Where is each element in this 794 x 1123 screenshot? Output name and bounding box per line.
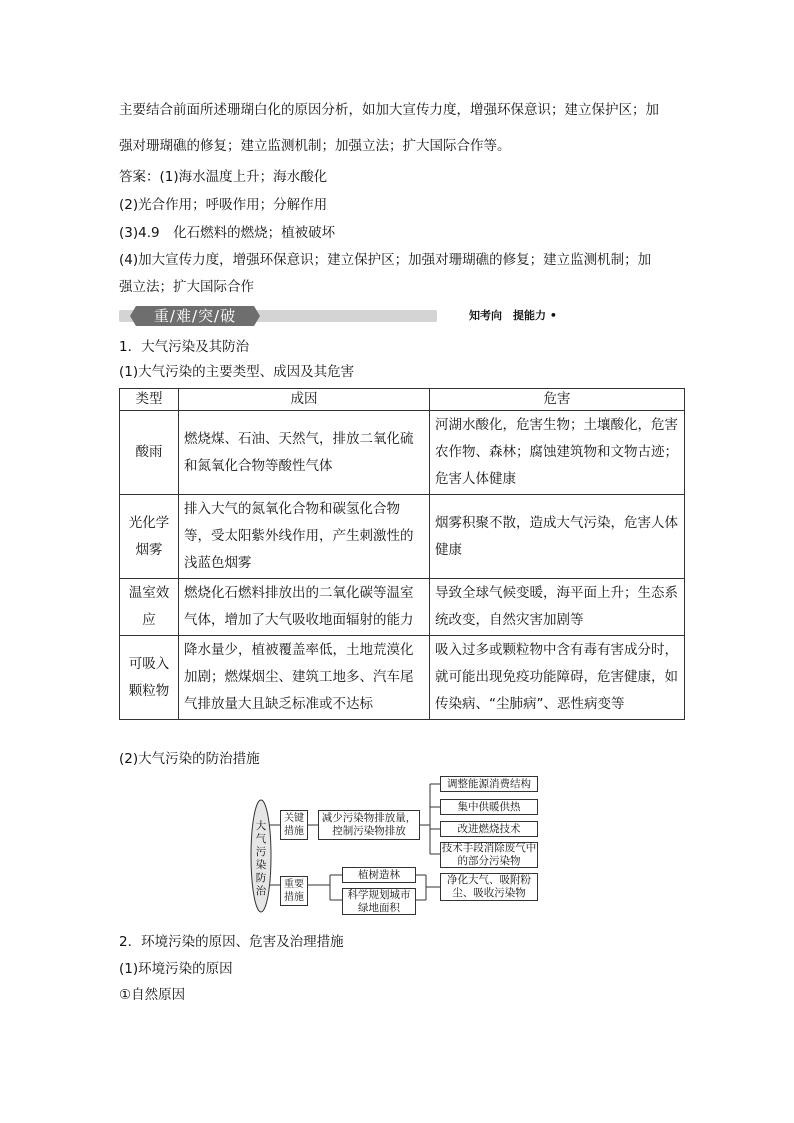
table-cell-cause: 燃烧煤、石油、天然气，排放二氧化硫和氮氧化合物等酸性气体 <box>179 411 430 495</box>
table-cell-cause: 燃烧化石燃料排放出的二氧化碳等温室气体，增加了大气吸收地面辐射的能力 <box>179 579 430 636</box>
key-action-box: 减少污染物排放量，控制污染物排放 <box>318 810 420 840</box>
section-1-sub-1: (1)大气污染的主要类型、成因及其危害 <box>119 364 355 380</box>
table-header: 类型 <box>120 389 179 411</box>
prevention-diagram <box>250 772 550 917</box>
paragraph-line-1: 主要结合前面所述珊瑚白化的原因分析，如加大宣传力度，增强环保意识；建立保护区；加 <box>119 102 659 118</box>
answer-line-4: (4)加大宣传力度，增强环保意识；建立保护区；加强对珊瑚礁的修复；建立监测机制；加 <box>119 252 652 268</box>
paragraph-line-2: 强对珊瑚礁的修复；建立监测机制；加强立法；扩大国际合作等。 <box>119 138 511 154</box>
table-cell-harm: 吸入过多或颗粒物中含有毒有害成分时，就可能出现免疫功能障碍，危害健康，如传染病、“尘肺病”、恶性病变等 <box>430 636 685 720</box>
table-header: 成因 <box>179 389 430 411</box>
section-2-sub-2: ①自然原因 <box>119 987 186 1003</box>
section-1-heading: 1．大气污染及其防治 <box>119 339 250 355</box>
section-2-heading: 2．环境污染的原因、危害及治理措施 <box>119 934 344 950</box>
answer-line-2: (2)光合作用；呼吸作用；分解作用 <box>119 197 328 213</box>
answer-line-1: 答案：(1)海水温度上升；海水酸化 <box>119 169 328 185</box>
banner-label: 重/难/突/破 <box>136 306 254 326</box>
imp-item-box: 科学规划城市绿地面积 <box>342 888 416 915</box>
diagram-root-label: 大气污染防治 <box>255 820 267 897</box>
table-cell-cause: 排入大气的氮氧化合物和碳氢化合物等，受太阳紫外线作用，产生刺激性的浅蓝色烟雾 <box>179 495 430 579</box>
section-2-sub-1: (1)环境污染的原因 <box>119 961 233 977</box>
key-item-box: 调整能源消费结构 <box>440 776 538 792</box>
pollution-table <box>119 388 685 720</box>
table-cell-harm: 导致全球气候变暖，海平面上升；生态系统改变，自然灾害加剧等 <box>430 579 685 636</box>
important-measures-box: 重要措施 <box>280 876 308 906</box>
key-item-box: 改进燃烧技术 <box>440 821 538 837</box>
table-cell-type: 温室效应 <box>120 579 179 636</box>
table-header: 危害 <box>430 389 685 411</box>
table-cell-type: 酸雨 <box>120 411 179 495</box>
table-row <box>120 495 685 579</box>
answer-line-3: (3)4.9 化石燃料的燃烧；植被破坏 <box>119 225 336 241</box>
table-row <box>120 579 685 636</box>
table-header-row <box>120 389 685 411</box>
table-cell-type: 光化学烟雾 <box>120 495 179 579</box>
answer-line-5: 强立法；扩大国际合作 <box>119 279 254 295</box>
imp-result-box: 净化大气、吸附粉尘、吸收污染物 <box>440 873 538 901</box>
table-row <box>120 636 685 720</box>
table-cell-harm: 河湖水酸化，危害生物；土壤酸化，危害农作物、森林；腐蚀建筑物和文物古迹；危害人体健康 <box>430 411 685 495</box>
key-item-box: 集中供暖供热 <box>440 799 538 815</box>
imp-item-box: 植树造林 <box>342 867 416 883</box>
banner-subtitle: 知考向 提能力 • <box>469 309 557 322</box>
section-banner <box>119 306 557 326</box>
table-row <box>120 411 685 495</box>
table-cell-cause: 降水量少，植被覆盖率低，土地荒漠化加剧；燃煤烟尘、建筑工地多、汽车尾气排放量大且缺乏标准或不达标 <box>179 636 430 720</box>
key-item-box: 技术手段消除废气中的部分污染物 <box>441 842 537 867</box>
key-measures-box: 关键措施 <box>280 810 308 840</box>
table-cell-type: 可吸入颗粒物 <box>120 636 179 720</box>
section-1-sub-2: (2)大气污染的防治措施 <box>119 751 260 767</box>
table-cell-harm: 烟雾积聚不散，造成大气污染，危害人体健康 <box>430 495 685 579</box>
